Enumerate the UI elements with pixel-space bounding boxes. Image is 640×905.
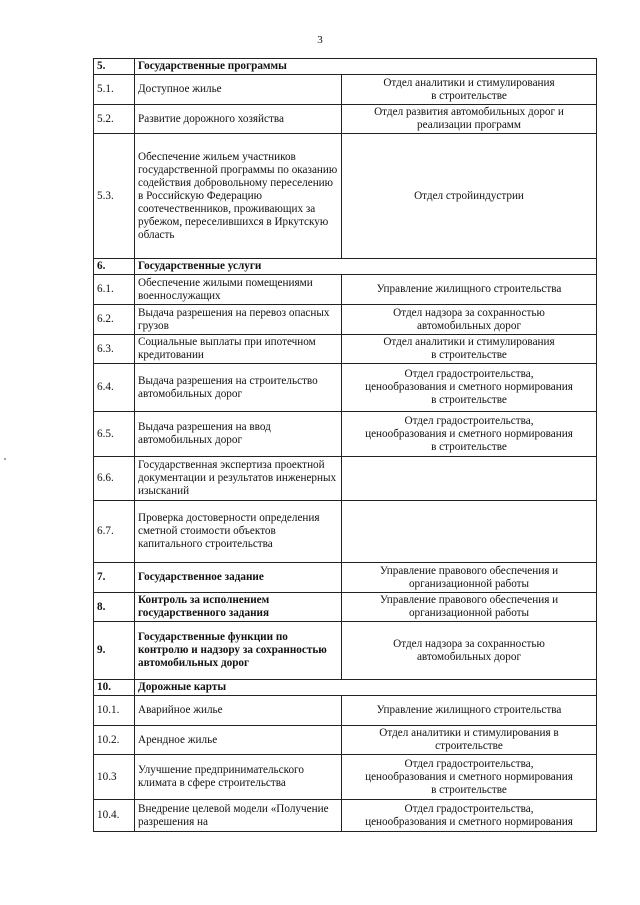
table-row [94,59,597,75]
table-row [94,275,597,305]
row-number: 10. [94,680,135,696]
table-row [94,563,597,593]
item-title: Проверка достоверности определения сметной стоимости объектов капитального строительства [135,501,342,563]
item-title: Контроль за исполнением государственного задания [135,593,342,622]
item-title: Социальные выплаты при ипотечном кредитовании [135,335,342,364]
table-row [94,134,597,259]
responsible-unit: Отдел надзора за сохранностью автомобильных дорог [342,305,597,335]
responsible-unit [342,457,597,501]
responsible-unit: Отдел градостроительства, ценообразования и сметного нормирования [342,800,597,832]
responsible-unit: Отдел градостроительства, ценообразования и сметного нормирования в строительстве [342,412,597,457]
responsible-unit: Отдел аналитики и стимулирования в строительстве [342,335,597,364]
responsible-unit: Управление жилищного строительства [342,696,597,726]
row-number: 6.6. [94,457,135,501]
row-number: 5.3. [94,134,135,259]
table-row [94,622,597,680]
responsible-unit: Отдел развития автомобильных дорог и реализации программ [342,105,597,134]
table-row [94,755,597,800]
row-number: 6.5. [94,412,135,457]
responsible-unit: Отдел надзора за сохранностью автомобильных дорог [342,622,597,680]
row-number: 5.2. [94,105,135,134]
item-title: Обеспечение жильем участников государственной программы по оказанию содействия добровольному переселению в Российскую Федерацию соотечественников, проживающих за рубежом, переселившихся в Иркутскую область [135,134,342,259]
item-title: Доступное жилье [135,75,342,105]
table-row [94,259,597,275]
section-heading: Государственные услуги [135,259,597,275]
row-number: 6.2. [94,305,135,335]
row-number: 6.3. [94,335,135,364]
item-title: Аварийное жилье [135,696,342,726]
item-title: Государственная экспертиза проектной документации и результатов инженерных изысканий [135,457,342,501]
table-row [94,680,597,696]
table-row [94,457,597,501]
page-number: 3 [317,34,323,46]
section-heading: Дорожные карты [135,680,597,696]
responsible-unit: Отдел аналитики и стимулирования в строительстве [342,726,597,755]
row-number: 5. [94,59,135,75]
table-row [94,696,597,726]
row-number: 10.3 [94,755,135,800]
responsibility-table [93,58,597,832]
responsible-unit: Отдел градостроительства, ценообразования и сметного нормирования в строительстве [342,755,597,800]
table-row [94,364,597,412]
item-title: Выдача разрешения на ввод автомобильных дорог [135,412,342,457]
item-title: Государственные функции по контролю и надзору за сохранностью автомобильных дорог [135,622,342,680]
responsible-unit: Отдел стройиндустрии [342,134,597,259]
row-number: 5.1. [94,75,135,105]
row-number: 10.4. [94,800,135,832]
responsible-unit: Отдел градостроительства, ценообразования и сметного нормирования в строительстве [342,364,597,412]
responsible-unit: Отдел аналитики и стимулирования в строительстве [342,75,597,105]
row-number: 6.1. [94,275,135,305]
item-title: Государственное задание [135,563,342,593]
item-title: Обеспечение жилыми помещениями военнослужащих [135,275,342,305]
row-number: 10.1. [94,696,135,726]
row-number: 9. [94,622,135,680]
item-title: Выдача разрешения на перевоз опасных грузов [135,305,342,335]
row-number: 6. [94,259,135,275]
table-row [94,105,597,134]
table-row [94,75,597,105]
table-row [94,593,597,622]
row-number: 8. [94,593,135,622]
table-row [94,800,597,832]
row-number: 7. [94,563,135,593]
row-number: 6.7. [94,501,135,563]
responsible-unit: Управление правового обеспечения и организационной работы [342,593,597,622]
table-row [94,305,597,335]
item-title: Внедрение целевой модели «Получение разрешения на [135,800,342,832]
table-row [94,335,597,364]
row-number: 6.4. [94,364,135,412]
item-title: Развитие дорожного хозяйства [135,105,342,134]
row-number: 10.2. [94,726,135,755]
item-title: Арендное жилье [135,726,342,755]
responsible-unit [342,501,597,563]
item-title: Выдача разрешения на строительство автомобильных дорог [135,364,342,412]
table-row [94,412,597,457]
responsible-unit: Управление жилищного строительства [342,275,597,305]
table-row [94,726,597,755]
scan-speck [4,458,6,460]
section-heading: Государственные программы [135,59,597,75]
item-title: Улучшение предпринимательского климата в сфере строительства [135,755,342,800]
table-row [94,501,597,563]
responsible-unit: Управление правового обеспечения и организационной работы [342,563,597,593]
